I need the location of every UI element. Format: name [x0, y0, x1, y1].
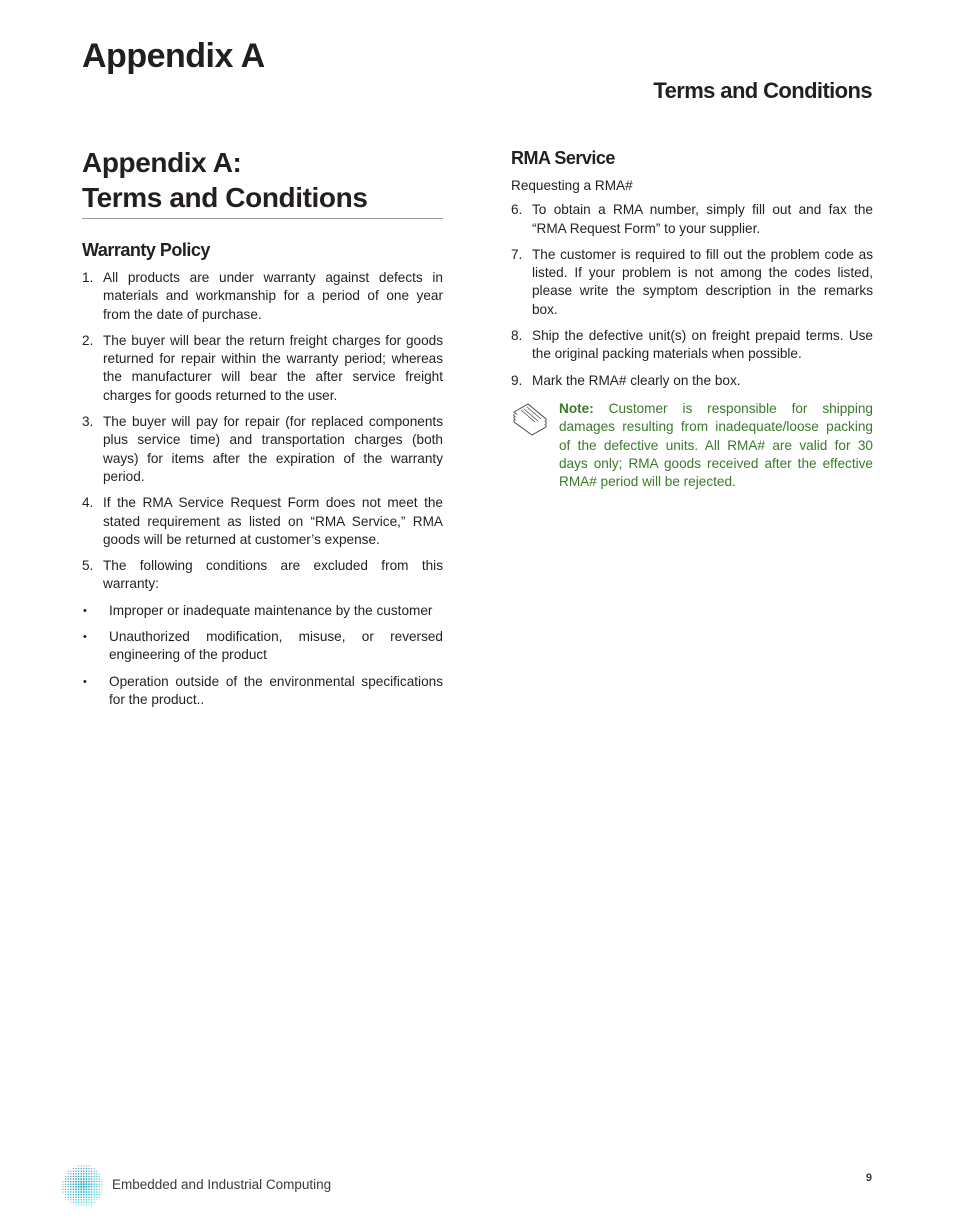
step-text: To obtain a RMA number, simply fill out and fax the “RMA Request Form” to your supplier.: [532, 202, 873, 236]
step-text: Ship the defective unit(s) on freight prepaid terms. Use the original packing materials when possible.: [532, 328, 873, 362]
step-number: 6.: [511, 202, 523, 218]
shipping-note: [511, 400, 873, 491]
item-number: 3.: [82, 414, 94, 430]
warranty-list: [82, 269, 443, 709]
bullet-icon: •: [83, 675, 87, 688]
page-title: [82, 145, 443, 218]
item-text: The buyer will pay for repair (for replaced components plus service time) and transportation charges (both ways) for items after the expiration of the warranty period.: [103, 414, 443, 484]
section-header: Terms and Conditions: [653, 78, 872, 103]
right-column: [511, 147, 873, 491]
left-column: [82, 145, 443, 717]
title-divider: [82, 218, 443, 219]
rma-step: [511, 246, 873, 319]
step-text: The customer is required to fill out the problem code as listed. If your problem is not among the codes listed, please write the symptom description in the remarks box.: [532, 246, 873, 317]
warranty-item: [82, 494, 443, 549]
rma-step: [511, 372, 873, 390]
step-text: Mark the RMA# clearly on the box.: [532, 372, 741, 388]
rma-section: [511, 177, 873, 491]
excluded-condition-item: [82, 602, 443, 620]
excluded-condition-item: [82, 628, 443, 665]
note-paper-icon: [511, 400, 559, 491]
step-number: 7.: [511, 246, 523, 262]
note-text: Customer is responsible for shipping damages resulting from inadequate/loose packing of the defective units. All RMA# are valid for 30 days only; RMA goods received after the effective RMA# period will be rejected.: [559, 400, 873, 490]
item-text: All products are under warranty against defects in materials and workmanship for a period of one year from the date of purchase.: [103, 270, 443, 322]
rma-step: [511, 201, 873, 238]
item-number: 5.: [82, 558, 94, 574]
warranty-item: [82, 269, 443, 324]
bullet-icon: •: [83, 631, 87, 644]
warranty-heading: Warranty Policy: [82, 240, 210, 260]
item-text: The following conditions are excluded from this warranty:: [103, 558, 443, 592]
rma-service-heading: RMA Service: [511, 148, 615, 168]
rma-intro: Requesting a RMA#: [511, 178, 633, 193]
step-number: 9.: [511, 372, 523, 388]
page-number: 9: [865, 1172, 872, 1184]
note-label: Note:: [559, 400, 594, 416]
page-title-line1: Appendix A:: [82, 147, 242, 178]
item-text: If the RMA Service Request Form does not meet the stated requirement as listed on “RMA Service,” RMA goods will be returned at customer’s expense.: [103, 495, 443, 547]
item-number: 1.: [82, 270, 94, 285]
warranty-item: [82, 332, 443, 405]
item-number: 4.: [82, 495, 94, 511]
appendix-header: Appendix A: [82, 37, 265, 75]
rma-step: [511, 327, 873, 364]
warranty-item: [82, 557, 443, 594]
excluded-condition-item: [82, 673, 443, 710]
note-body: [559, 400, 873, 491]
item-number: 2.: [82, 332, 94, 348]
footer-tagline: Embedded and Industrial Computing: [112, 1177, 332, 1192]
dotted-globe-logo: [61, 1164, 105, 1208]
step-number: 8.: [511, 328, 523, 344]
condition-text: Unauthorized modification, misuse, or reversed engineering of the product: [109, 629, 443, 663]
item-text: The buyer will bear the return freight charges for goods returned for repair within the warranty period; whereas the manufacturer will bear the after service freight charges for goods returned to the user.: [103, 332, 443, 403]
condition-text: Improper or inadequate maintenance by the customer: [109, 602, 433, 618]
bullet-icon: •: [83, 604, 87, 617]
page-title-line2: Terms and Conditions: [82, 182, 368, 213]
condition-text: Operation outside of the environmental specifications for the product..: [109, 673, 443, 707]
warranty-item: [82, 413, 443, 486]
